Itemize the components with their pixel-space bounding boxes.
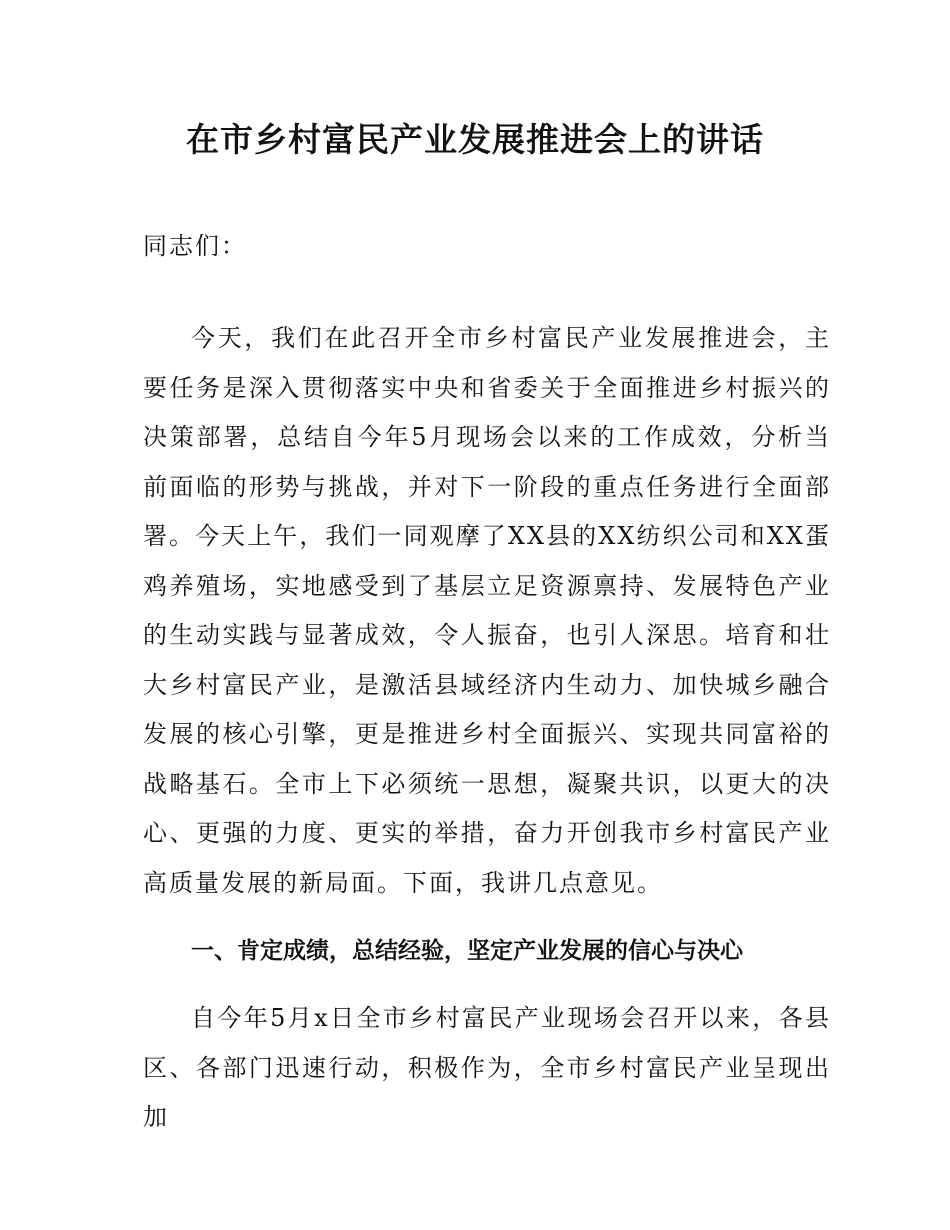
document-title: 在市乡村富民产业发展推进会上的讲话 xyxy=(186,120,764,159)
section-heading: 一、肯定成绩，总结经验，坚定产业发展的信心与决心 xyxy=(191,938,743,964)
section-paragraph: 自今年5月x日全市乡村富民产业现场会召开以来，各县区、各部门迅速行动，积极作为，全市乡村富民产业呈现出加 xyxy=(143,1004,831,1131)
salutation: 同志们： xyxy=(143,232,247,260)
opening-paragraph: 今天，我们在此召开全市乡村富民产业发展推进会，主要任务是深入贯彻落实中央和省委关于全面推进乡村振兴的决策部署，总结自今年5月现场会以来的工作成效，分析当前面临的形势与挑战，并对下一阶段的重点任务进行全面部署。今天上午，我们一同观摩了XX县的XX纺织公司和XX蛋鸡养殖场，实地感受到了基层立足资源禀持、发展特色产业的生动实践与显著成效，令人振奋，也引人深思。培育和壮大乡村富民产业，是激活县域经济内生动力、加快城乡融合发展的核心引擎，更是推进乡村全面振兴、实现共同富裕的战略基石。全市上下必须统一思想，凝聚共识，以更大的决心、更强的力度、更实的举措，奋力开创我市乡村富民产业高质量发展的新局面。下面，我讲几点意见。 xyxy=(143,324,831,897)
